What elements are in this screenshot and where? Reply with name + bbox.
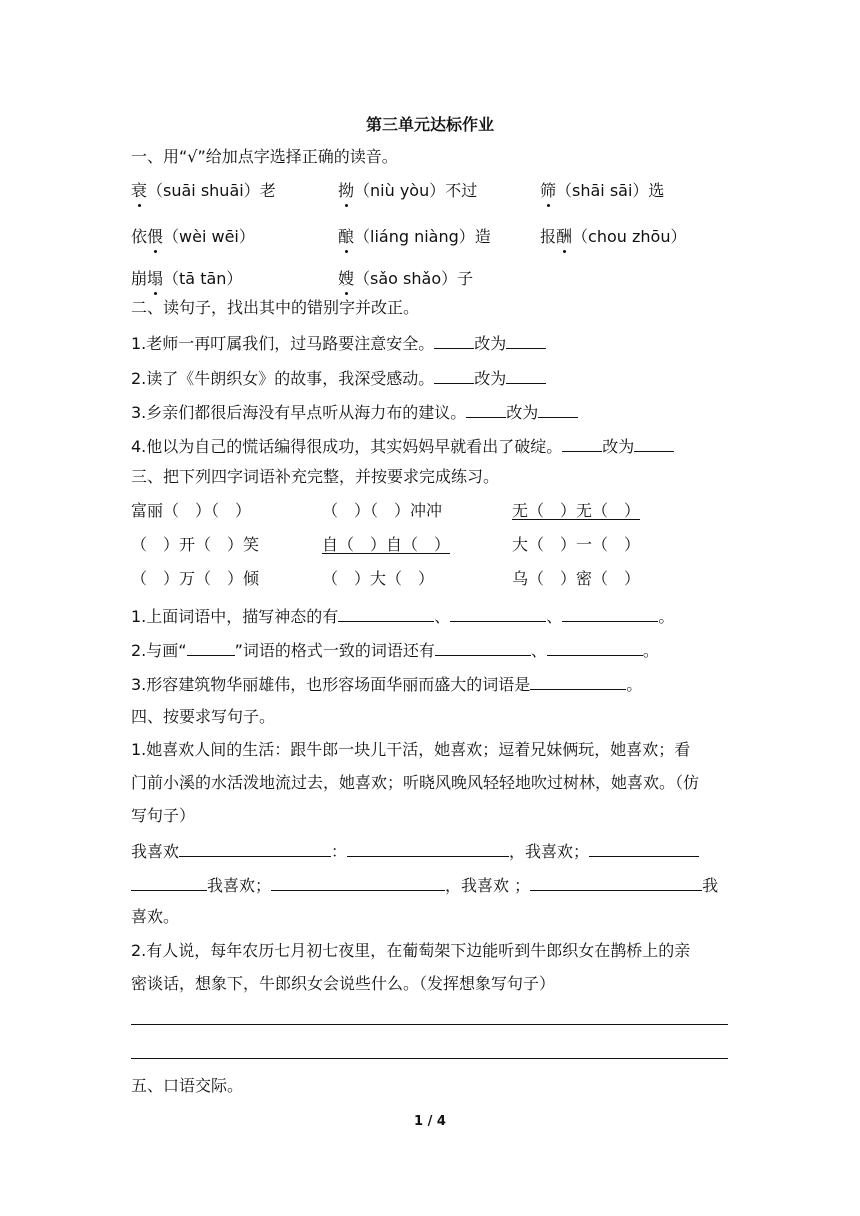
- section-3-heading: 三、把下列四字词语补充完整，并按要求完成练习。: [131, 467, 500, 486]
- paragraph-line: 1.她喜欢人间的生活：跟牛郎一块儿干活，她喜欢；逗着兄妹俩玩，她喜欢；看: [131, 740, 691, 759]
- answer-blank[interactable]: [547, 639, 643, 656]
- section-5-heading: 五、口语交际。: [131, 1076, 244, 1095]
- pinyin-item: 筛（shāi sāi）选: [540, 181, 665, 200]
- idiom-cell: （ ）万（ ）倾: [131, 569, 260, 588]
- correction-line: 1.老师一再叮属我们，过马路要注意安全。 改为: [131, 332, 546, 354]
- question-line: 1.上面词语中，描写神态的有 、 、 。: [131, 607, 675, 626]
- answer-blank[interactable]: [466, 401, 506, 418]
- paragraph-line: 写句子）: [131, 806, 196, 825]
- idiom-cell: 乌（ ）密（ ）: [512, 569, 641, 588]
- imitation-line: 我喜欢； ，我喜欢 ； 我: [131, 874, 718, 896]
- page-number: 1 / 4: [414, 1114, 446, 1129]
- paragraph-line: 门前小溪的水活泼地流过去，她喜欢；听晓风晚风轻轻地吹过树林，她喜欢。（仿: [131, 773, 700, 792]
- answer-blank[interactable]: [187, 639, 235, 656]
- answer-blank[interactable]: [271, 874, 445, 891]
- correction-line: 4.他以为自己的慌话编得很成功，其实妈妈早就看出了破绽。 改为: [131, 435, 674, 457]
- answer-blank[interactable]: [530, 673, 626, 690]
- answer-blank[interactable]: [589, 840, 699, 857]
- answer-blank[interactable]: [347, 840, 509, 857]
- answer-blank[interactable]: [506, 367, 546, 384]
- answer-blank[interactable]: [538, 401, 578, 418]
- pinyin-item: 报酬（chou zhōu）: [540, 227, 687, 246]
- pinyin-item: 依偎（wèi wēi）: [131, 227, 255, 246]
- answer-blank[interactable]: [506, 332, 546, 349]
- answer-blank[interactable]: [530, 874, 702, 891]
- answer-blank[interactable]: [562, 605, 658, 622]
- writing-line[interactable]: [131, 1024, 728, 1025]
- answer-blank[interactable]: [338, 605, 434, 622]
- answer-blank[interactable]: [131, 874, 207, 891]
- answer-blank[interactable]: [179, 840, 331, 857]
- pinyin-item: 崩塌（tā tān）: [131, 269, 243, 288]
- correction-line: 3.乡亲们都很后海没有早点听从海力布的建议。 改为: [131, 401, 578, 423]
- imitation-line: 我喜欢 ： ，我喜欢；: [131, 840, 699, 862]
- answer-blank[interactable]: [434, 332, 474, 349]
- pinyin-item: 衰（suāi shuāi）老: [131, 181, 276, 200]
- idiom-cell: （ ）（ ）冲冲: [322, 501, 443, 520]
- imitation-line: 喜欢。: [131, 907, 180, 926]
- answer-blank[interactable]: [434, 367, 474, 384]
- page-title: 第三单元达标作业: [365, 115, 494, 134]
- paragraph-line: 密谈话，想象下，牛郎织女会说些什么。（发挥想象写句子）: [131, 974, 556, 993]
- writing-line[interactable]: [131, 1058, 728, 1059]
- section-1-heading: 一、用“√”给加点字选择正确的读音。: [131, 147, 398, 166]
- section-4-heading: 四、按要求写句子。: [131, 707, 276, 726]
- answer-blank[interactable]: [634, 435, 674, 452]
- question-line: 2.与画“ ”词语的格式一致的词语还有 、 。: [131, 641, 659, 660]
- question-line: 3.形容建筑物华丽雄伟，也形容场面华丽而盛大的词语是 。: [131, 675, 643, 694]
- answer-blank[interactable]: [562, 435, 602, 452]
- section-2-heading: 二、读句子，找出其中的错别字并改正。: [131, 298, 420, 317]
- idiom-cell: （ ）开（ ）笑: [131, 535, 260, 554]
- answer-blank[interactable]: [450, 605, 546, 622]
- idiom-cell: 富丽（ ）（ ）: [131, 501, 252, 520]
- correction-line: 2.读了《牛朗织女》的故事，我深受感动。 改为: [131, 367, 546, 389]
- idiom-cell: 大（ ）一（ ）: [512, 535, 641, 554]
- idiom-cell-underlined: 无（ ）无（ ）: [512, 501, 641, 520]
- paragraph-line: 2.有人说，每年农历七月初七夜里，在葡萄架下边能听到牛郎织女在鹊桥上的亲: [131, 941, 691, 960]
- pinyin-item: 嫂（sǎo shǎo）子: [338, 269, 474, 288]
- pinyin-item: 拗（niù yòu）不过: [338, 181, 478, 200]
- pinyin-item: 酿（liáng niàng）造: [338, 227, 491, 246]
- idiom-cell-underlined: 自（ ）自（ ）: [322, 535, 451, 554]
- idiom-cell: （ ）大（ ）: [322, 569, 435, 588]
- answer-blank[interactable]: [435, 639, 531, 656]
